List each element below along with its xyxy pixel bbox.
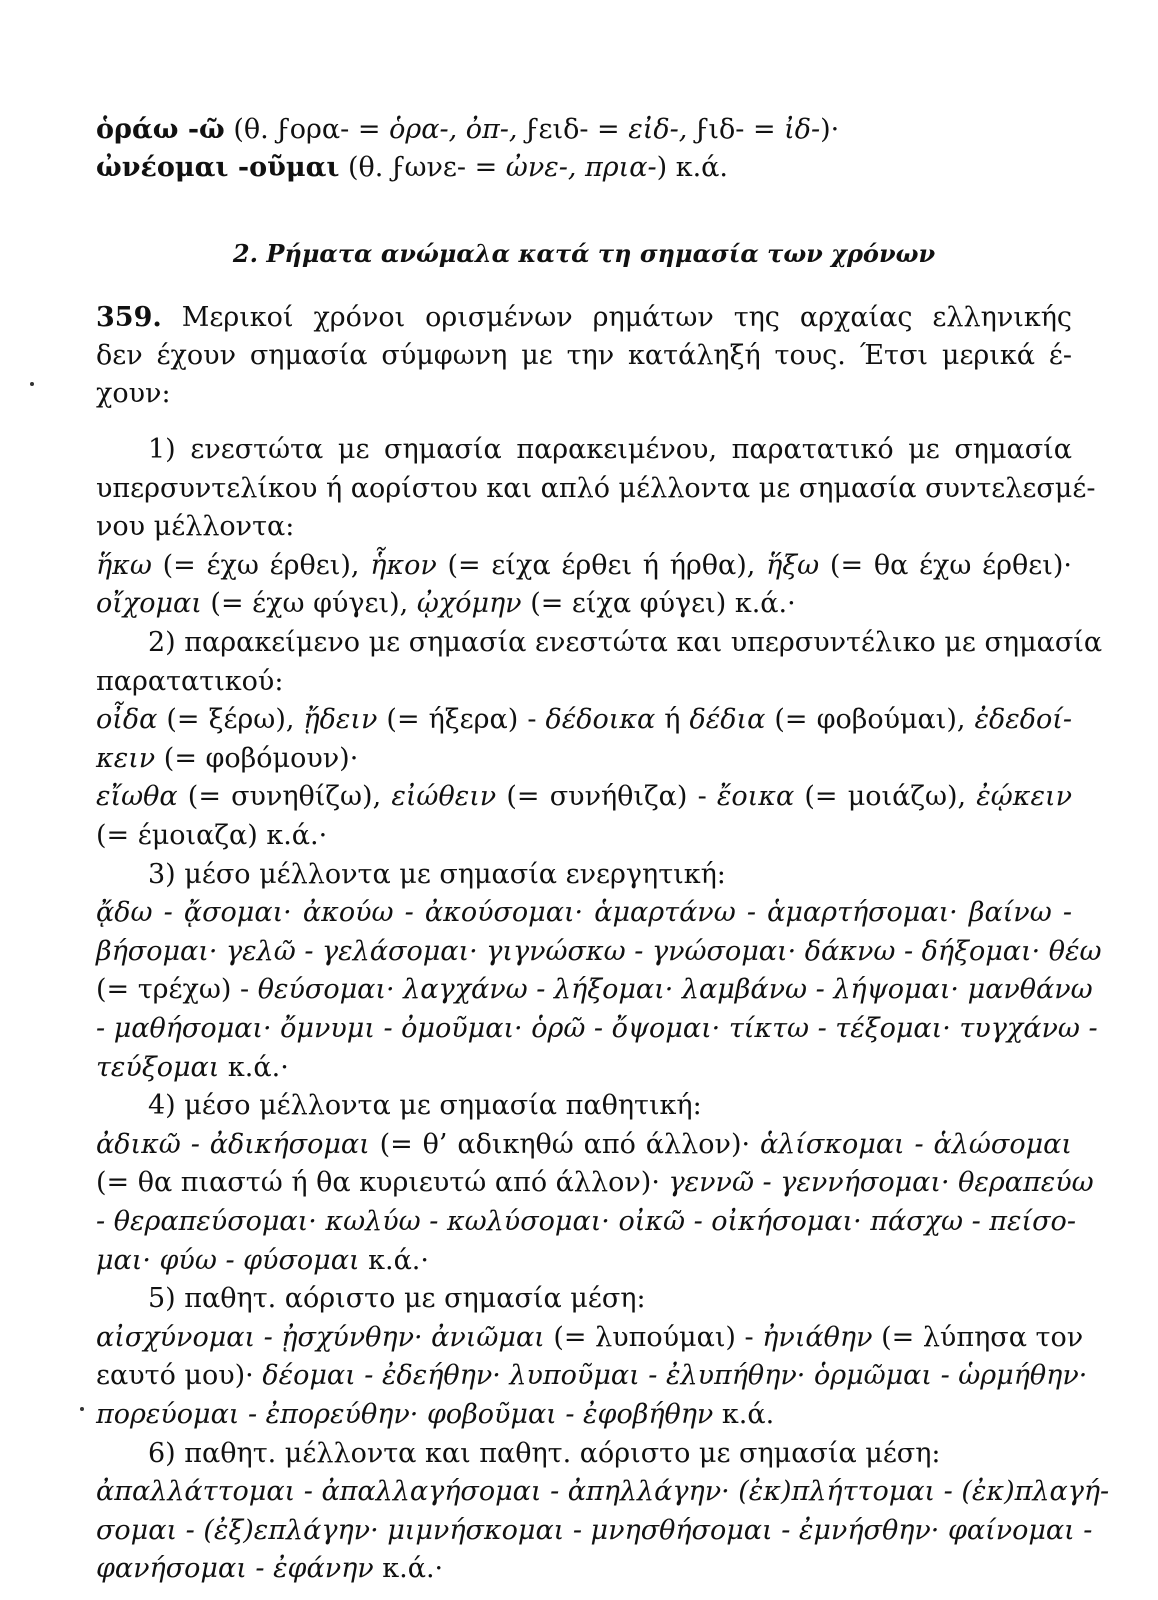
text-run: παρατατικού: [96,666,284,697]
text-run: κ.ά.· [373,1553,444,1584]
text-run: βήσομαι· γελῶ - γελάσομαι· γιγνώσκω - γνώσομαι· δάκνω - δήξομαι· θέω [96,936,1102,967]
body-line [96,1551,1072,1587]
text-run: φανήσομαι - ἐφάνην [96,1553,374,1584]
scan-speck [80,1407,84,1411]
text-run: 5) παθητ. αόριστο με σημασία μέση: [148,1283,646,1314]
body-line [96,702,1072,738]
body-line [148,1088,1072,1124]
text-run: πορεύομαι - ἐπορεύθην· φοβοῦμαι - ἐφοβήθην [96,1399,714,1430]
text-run: οἴχομαι [96,588,202,619]
text-run: ὠνέομαι -οῦμαι [96,152,340,183]
body-line [96,1513,1093,1549]
text-run: (= φοβόμουν)· [155,743,359,774]
text-run: κειν [96,743,156,774]
body-line [96,1050,1072,1086]
text-run: ἧκον [370,550,437,581]
body-line [96,1127,1072,1163]
text-run: ἐδεδοί- [974,704,1072,735]
text-run: - θεραπεύσομαι· κωλύω - κωλύσομαι· οἰκῶ - οἰκήσομαι· πάσχω - πείσο- [96,1206,1076,1237]
text-run: ἁλίσκομαι - ἁλώσομαι [759,1129,1072,1160]
body-line [148,857,1072,893]
text-run: (= έμοιαζα) κ.ά.· [96,820,328,851]
section-title: 2. Ρήματα ανώμαλα κατά τη σημασία των χρόνων [232,239,936,268]
body-line [96,1204,1076,1240]
text-run: ὁράω -ῶ [96,114,225,145]
text-run: κ.ά. [713,1399,775,1430]
text-run: αἰσχύνομαι - ᾐσχύνθην· ἀνιῶμαι [96,1322,545,1353]
body-line [148,1436,1072,1472]
text-run: νου μέλλοντα: [96,511,295,542]
body-line [148,432,1072,468]
intro-line [96,300,1072,336]
text-run: ᾄδω - ᾄσομαι· ἀκούω - ἀκούσομαι· ἁμαρτάνω - ἁμαρτήσομαι· βαίνω - [96,897,1072,928]
body-line [96,664,1072,700]
paragraph-number: 359. [96,302,162,333]
text-run: ϝειδ- = [517,114,629,145]
text-run: ἠνιάθην [762,1322,873,1353]
text-run: - μαθήσομαι· ὄμνυμι - ὀμοῦμαι· ὁρῶ - ὄψομαι· τίκτω - τέξομαι· τυγχάνω - [96,1013,1098,1044]
text-run: ἰδ- [784,114,821,145]
text-run: 6) παθητ. μέλλοντα και παθητ. αόριστο με σημασία μέση: [148,1438,941,1469]
text-run: υπερσυντελίκου ή αορίστου και απλό μέλλοντα με σημασία συντελεσμέ- [96,473,1096,504]
text-run: (= λυπούμαι) - [544,1322,763,1353]
body-line [148,1281,1072,1317]
text-run: ᾠχόμην [416,588,522,619]
body-line [96,1358,1088,1394]
body-line [96,1243,1072,1279]
text-run: θεύσομαι· λαγχάνω - λήξομαι· λαμβάνω - λήψομαι· μανθάνω [257,974,1093,1005]
text-run: 4) μέσο μέλλοντα με σημασία παθητική: [148,1090,702,1121]
body-line [96,1165,1094,1201]
text-run: (= έχω έρθει), [151,550,371,581]
body-line [96,1474,1110,1510]
intro-line [96,376,1072,412]
text-run: (= τρέχω) - [96,974,258,1005]
body-line [96,509,1072,545]
body-line [96,548,1072,584]
body-line [96,1320,1084,1356]
text-run: δέδοικα [545,704,656,735]
body-line [96,818,1072,854]
body-line [148,625,1103,661]
text-run: γεννῶ - γεννήσομαι· θεραπεύω [668,1167,1094,1198]
text-run: Μερικοί χρόνοι ορισμένων ρημάτων της αρχαίας ελληνικής [181,302,1072,333]
text-run: (= συνηθίζω), [177,781,392,812]
text-run: (θ. ϝωνε- = [339,152,506,183]
text-run: 2) παρακείμενο με σημασία ενεστώτα και υπερσυντέλικο με σημασία [148,627,1103,658]
header-line [96,150,1072,186]
text-run: κ.ά.· [359,1245,429,1276]
text-run: εαυτό μου)· [96,1360,263,1391]
text-run: δεν έχουν σημασία σύμφωνη με την κατάληξή τους. Έτσι μερικά έ- [96,340,1072,371]
text-run: ϝιδ- = [687,114,785,145]
text-run: χουν: [96,378,171,409]
text-run: ὠνε-, πρια- [505,152,657,183]
text-run: (= θ’ αδικηθώ από άλλον)· [369,1129,760,1160]
text-run: ἥξω [766,550,820,581]
text-run: σομαι - (ἐξ)επλάγην· μιμνήσκομαι - μνησθήσομαι - ἐμνήσθην· φαίνομαι - [96,1515,1093,1546]
text-run: ᾔδειν [303,704,378,735]
text-run: 1) ενεστώτα με σημασία παρακειμένου, παρατατικό με σημασία [148,434,1072,465]
body-line [96,1397,1072,1433]
text-run: (= φοβούμαι), [765,704,975,735]
intro-line [96,338,1072,374]
body-line [96,934,1102,970]
text-run: ή [655,704,690,735]
text-run: )· [820,114,840,145]
body-line [96,895,1072,931]
text-run: (= λύπησα τον [872,1322,1084,1353]
text-run: (= θα πιαστώ ή θα κυριευτώ από άλλον)· [96,1167,669,1198]
text-run: 3) μέσο μέλλοντα με σημασία ενεργητική: [148,859,726,890]
body-line [96,972,1093,1008]
text-run: ) κ.ά. [656,152,728,183]
text-run: εἰώθειν [391,781,497,812]
text-run: δέομαι - ἐδεήθην· λυποῦμαι - ἐλυπήθην· ὁρμῶμαι - ὡρμήθην· [262,1360,1088,1391]
text-run: εἴωθα [96,781,178,812]
text-run: ὁρα-, ὀπ-, [389,114,518,145]
scan-speck [30,382,34,386]
text-run: (= είχα φύγει) κ.ά.· [521,588,796,619]
text-run: τεύξομαι [96,1052,220,1083]
text-run: (= ήξερα) - [377,704,546,735]
text-run: (θ. ϝορα- = [224,114,390,145]
text-run: ἥκω [96,550,152,581]
text-run: εἰδ-, [628,114,688,145]
text-run: ἐῴκειν [976,781,1072,812]
body-line [96,779,1072,815]
text-run: δέδια [689,704,766,735]
text-run: (= μοιάζω), [794,781,977,812]
body-line [96,741,1072,777]
body-line [96,471,1096,507]
text-run: ἔοικα [716,781,795,812]
text-run: κ.ά.· [219,1052,289,1083]
text-run: (= είχα έρθει ή ήρθα), [436,550,767,581]
header-line [96,112,1072,148]
text-run: (= ξέρω), [157,704,304,735]
body-line [96,1011,1098,1047]
text-run: (= θα έχω έρθει)· [819,550,1072,581]
text-run: ἀδικῶ - ἀδικήσομαι [96,1129,370,1160]
text-run: οἶδα [96,704,158,735]
text-run: (= συνήθιζα) - [496,781,717,812]
text-run: (= έχω φύγει), [201,588,417,619]
text-run: μαι· φύω - φύσομαι [96,1245,360,1276]
text-run: ἀπαλλάττομαι - ἀπαλλαγήσομαι - ἀπηλλάγην· (ἐκ)πλήττομαι - (ἐκ)πλαγή- [96,1476,1110,1507]
body-line [96,586,1072,622]
